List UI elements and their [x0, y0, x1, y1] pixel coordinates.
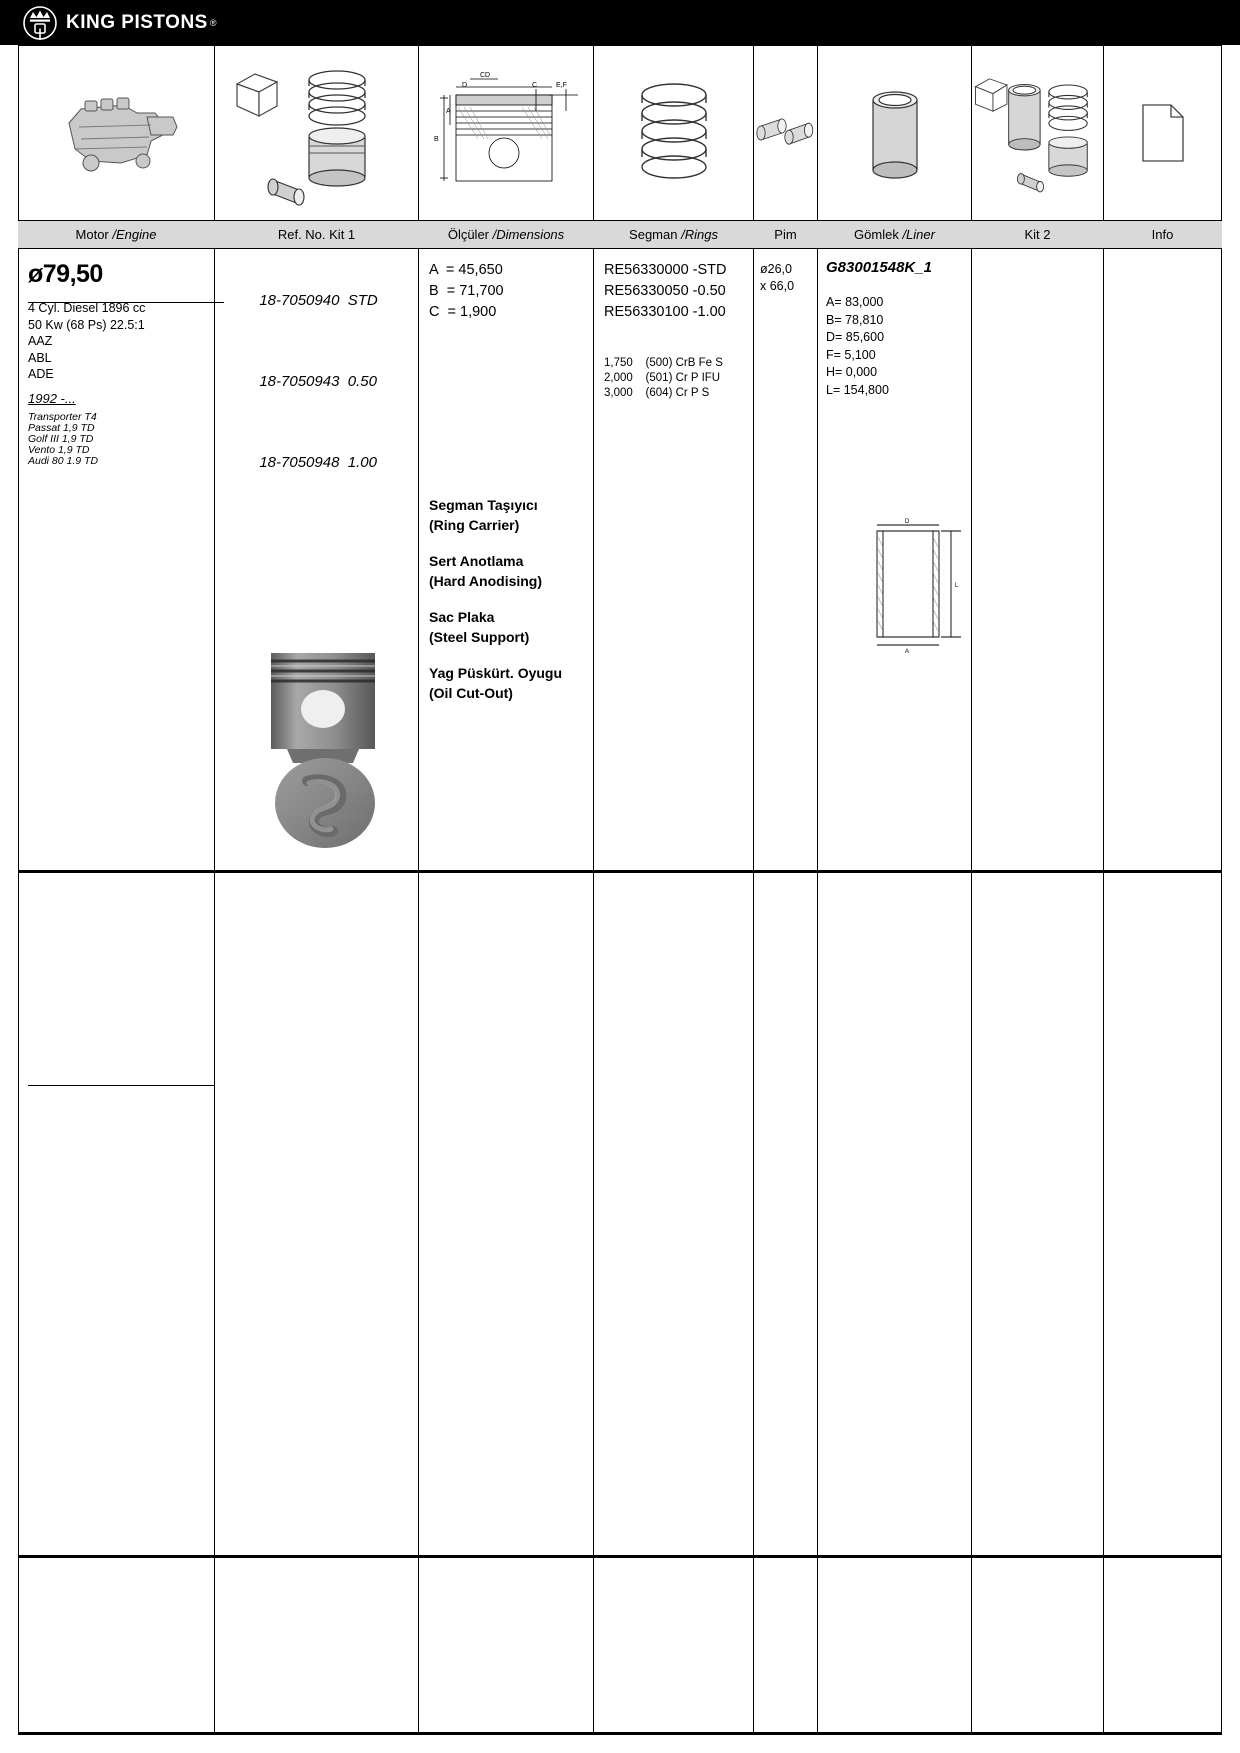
piston-ring-set-icon: [594, 45, 753, 220]
liner-code: G83001548K_1: [826, 259, 932, 276]
application-item: Golf III 1,9 TD: [28, 432, 94, 445]
liner-dim-line: H= 0,000: [826, 365, 878, 379]
dimension-line: A = 45,650: [429, 262, 503, 278]
header-engine-tr: Motor: [75, 227, 113, 242]
header-dimensions: [419, 221, 593, 248]
ring-code: RE56330050 -0.50: [604, 283, 726, 299]
header-pim: [754, 221, 817, 248]
ref-code: 18-7050940: [259, 292, 340, 309]
engine-spec-line: ABL: [28, 350, 52, 365]
rule-bottom: [18, 1732, 1222, 1735]
dimension-line: B = 71,700: [429, 283, 504, 299]
feature-tr: Sert Anotlama: [429, 553, 524, 569]
features-list: [429, 495, 594, 703]
ref-code: 18-7050948: [259, 454, 340, 471]
crown-logo-icon: [22, 4, 58, 42]
svg-text:D: D: [905, 519, 910, 525]
engine-applications: [28, 412, 214, 467]
header-kit2: [972, 221, 1103, 248]
document-page-icon: [1104, 45, 1221, 220]
header-refkit1: [215, 221, 418, 248]
engine-spec-line: 50 Kw (68 Ps) 22.5:1: [28, 317, 145, 332]
ref-item: [226, 260, 416, 341]
feature-en: (Ring Carrier): [429, 517, 520, 533]
piston-photo: [263, 645, 393, 845]
svg-text:A: A: [446, 108, 451, 115]
info-cell: [1110, 260, 1215, 860]
col-divider-right: [1221, 45, 1222, 1735]
col-divider-2: [418, 45, 419, 1735]
ring-details: [604, 356, 754, 401]
liner-dim-line: B= 78,810: [826, 312, 884, 327]
header-rings-tr: Segman: [629, 227, 682, 242]
ring-code: RE56330000 -STD: [604, 262, 727, 278]
cylinder-liner-icon: [818, 45, 971, 220]
icon-row: [18, 45, 1222, 220]
feature-en: (Steel Support): [429, 629, 530, 645]
piston-pin-icon: [754, 45, 817, 220]
header-dimensions-en: /Dimensions: [492, 227, 565, 242]
rule-row-end: [18, 870, 1222, 873]
application-item: Audi 80 1.9 TD: [28, 454, 99, 467]
dimension-line: C = 1,900: [429, 304, 497, 320]
catalog-table: [18, 45, 1222, 1735]
col-divider-left: [18, 45, 19, 1735]
svg-text:C: C: [532, 82, 538, 89]
liner-section-drawing: [863, 515, 973, 655]
feature-en: (Oil Cut-Out): [429, 685, 513, 701]
piston-rings-box-icon: [215, 45, 418, 220]
ref-code: 18-7050943: [259, 373, 340, 390]
feature-tr: Segman Taşıyıcı: [429, 497, 538, 513]
rings-cell: [604, 260, 754, 401]
feature-item: [429, 607, 594, 647]
piston-dimension-drawing-icon: [419, 45, 593, 220]
ref-size: STD: [347, 292, 378, 309]
header-bar: [0, 0, 1240, 45]
engine-year-range: 1992 -...: [28, 390, 76, 406]
header-engine-en: /Engine: [112, 227, 157, 242]
ring-detail-line: 3,000 (604) Cr P S: [604, 387, 710, 399]
kit2-cell: [978, 260, 1098, 860]
header-rings-en: /Rings: [681, 227, 718, 242]
engine-bore-underline: [28, 302, 224, 303]
application-item: Passat 1,9 TD: [28, 421, 95, 434]
col-divider-1: [214, 45, 215, 1735]
ref-size: 0.50: [347, 373, 377, 390]
brand-name: KING PISTONS: [66, 12, 208, 33]
dimensions-cell: [429, 260, 589, 323]
col-divider-7: [1103, 45, 1104, 1735]
engine-spec-line: 4 Cyl. Diesel 1896 cc: [28, 301, 146, 315]
engine-spec-line: AAZ: [28, 334, 53, 348]
header-kit2-tr: Kit 2: [1024, 227, 1051, 242]
ring-code: RE56330100 -1.00: [604, 304, 726, 320]
header-liner-en: /Liner: [902, 227, 935, 242]
liner-dimensions: [826, 294, 976, 399]
column-header-row: [18, 221, 1222, 248]
liner-cell: [826, 259, 976, 399]
application-item: Transporter T4: [28, 410, 97, 423]
brand-registered-mark: ®: [209, 18, 217, 28]
engine-spec-line: ADE: [28, 367, 54, 381]
liner-dim-line: D= 85,600: [826, 330, 885, 344]
header-pim-tr: Pim: [774, 227, 797, 242]
feature-item: [429, 551, 594, 591]
refkit1-cell: [226, 260, 416, 503]
svg-text:A: A: [905, 649, 910, 655]
header-dimensions-tr: Ölçüler: [447, 227, 493, 242]
feature-tr: Sac Plaka: [429, 609, 495, 625]
svg-text:B: B: [434, 136, 439, 143]
ref-item: [226, 422, 416, 503]
svg-text:E,F: E,F: [556, 82, 567, 89]
pim-cell: [760, 261, 818, 295]
col-divider-5: [817, 45, 818, 1735]
liner-dim-line: F= 5,100: [826, 347, 876, 362]
ref-size: 1.00: [347, 454, 377, 471]
engine-block-icon: [18, 45, 214, 220]
rule-section-2-end: [18, 1555, 1222, 1558]
header-liner: [818, 221, 971, 248]
ref-item: [226, 341, 416, 422]
svg-text:CD: CD: [480, 72, 491, 79]
feature-item: [429, 495, 594, 535]
brand: [22, 3, 216, 43]
header-info: [1104, 221, 1221, 248]
header-liner-tr: Gömlek: [854, 227, 903, 242]
feature-tr: Yag Püskürt. Oyugu: [429, 665, 563, 681]
liner-dim-line: L= 154,800: [826, 382, 889, 397]
application-item: Vento 1,9 TD: [28, 443, 90, 456]
feature-item: [429, 663, 594, 703]
svg-text:D: D: [462, 82, 468, 89]
header-info-tr: Info: [1151, 227, 1174, 242]
full-kit-box-icon: [972, 45, 1103, 220]
engine-bore: ø79,50: [28, 260, 103, 288]
ring-detail-line: 1,750 (500) CrB Fe S: [604, 357, 723, 369]
header-rings: [594, 221, 753, 248]
pin-length: x 66,0: [760, 279, 795, 293]
header-refkit1-tr: Ref. No. Kit 1: [277, 227, 356, 242]
header-engine: [18, 221, 214, 248]
col-divider-3: [593, 45, 594, 1735]
row2-engine-underline: [28, 1085, 214, 1086]
svg-text:L: L: [955, 583, 959, 589]
pin-diameter: ø26,0: [760, 262, 792, 276]
engine-cell: [28, 260, 214, 467]
engine-specs: [28, 300, 214, 383]
feature-en: (Hard Anodising): [429, 573, 543, 589]
liner-dim-line: A= 83,000: [826, 295, 884, 309]
ring-detail-line: 2,000 (501) Cr P IFU: [604, 372, 721, 384]
rule-under-headers: [18, 248, 1222, 249]
